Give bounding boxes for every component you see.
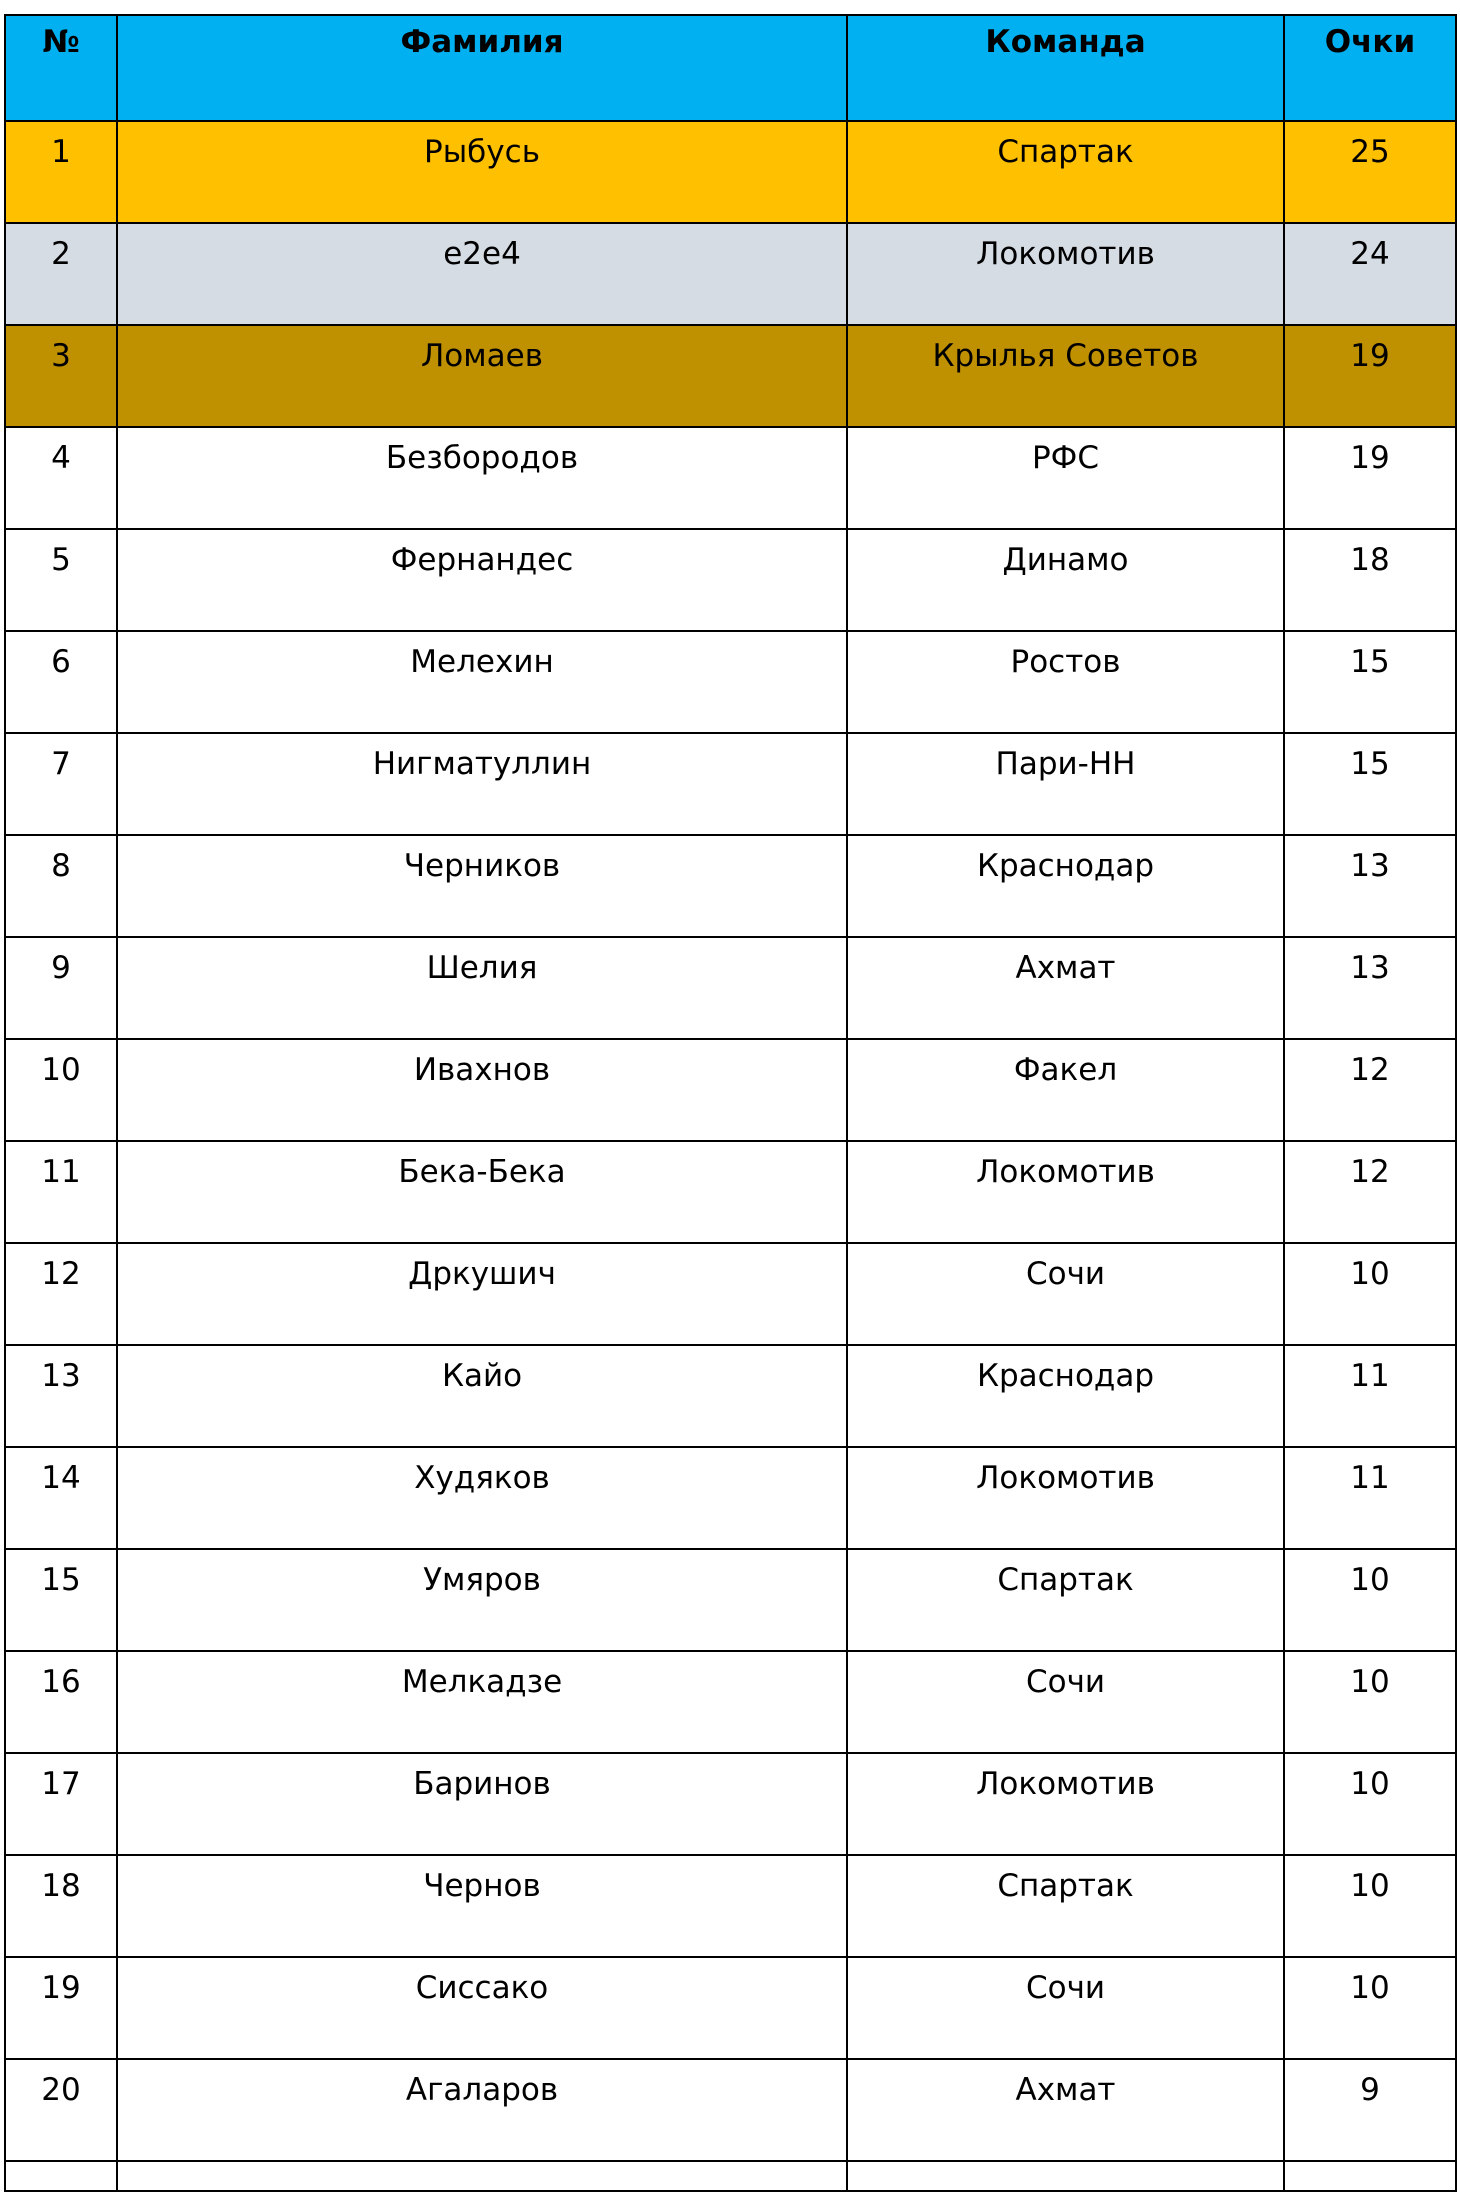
cell-name: Мелехин — [117, 631, 847, 733]
table-row — [5, 1753, 1456, 1855]
cell-points: 11 — [1284, 1447, 1456, 1549]
cell-points: 10 — [1284, 1957, 1456, 2059]
cell-num: 12 — [5, 1243, 117, 1345]
cell-name: Сиссако — [117, 1957, 847, 2059]
table-row — [5, 937, 1456, 1039]
cell-num: 18 — [5, 1855, 117, 1957]
table-row — [5, 1651, 1456, 1753]
cell-num: 2 — [5, 223, 117, 325]
cell-team: Динамо — [847, 529, 1284, 631]
table-row — [5, 733, 1456, 835]
table-row — [5, 2059, 1456, 2161]
cell-team: Локомотив — [847, 1447, 1284, 1549]
cell-points: 12 — [1284, 1039, 1456, 1141]
cell-name: Агаларов — [117, 2059, 847, 2161]
cell-points: 25 — [1284, 121, 1456, 223]
cell-team: Спартак — [847, 1549, 1284, 1651]
cell-points: 24 — [1284, 223, 1456, 325]
table-body — [5, 121, 1456, 2191]
cell-num: 1 — [5, 121, 117, 223]
cell-name: Рыбусь — [117, 121, 847, 223]
cell-team: Сочи — [847, 1651, 1284, 1753]
cell-num: 6 — [5, 631, 117, 733]
table-row — [5, 325, 1456, 427]
cell-num: 5 — [5, 529, 117, 631]
cell-team: Спартак — [847, 1855, 1284, 1957]
cell-team: Локомотив — [847, 1141, 1284, 1243]
cell-team: Сочи — [847, 1957, 1284, 2059]
cell-empty — [847, 2161, 1284, 2191]
standings-table — [4, 14, 1457, 2192]
cell-num: 15 — [5, 1549, 117, 1651]
header-row — [5, 15, 1456, 121]
cell-points: 15 — [1284, 631, 1456, 733]
cell-team: Пари-НН — [847, 733, 1284, 835]
cell-num: 10 — [5, 1039, 117, 1141]
cell-team: Локомотив — [847, 1753, 1284, 1855]
cell-team: Ахмат — [847, 937, 1284, 1039]
cell-name: Ломаев — [117, 325, 847, 427]
cell-name: e2e4 — [117, 223, 847, 325]
table-row — [5, 1855, 1456, 1957]
cell-name: Кайо — [117, 1345, 847, 1447]
cell-empty — [117, 2161, 847, 2191]
cell-points: 10 — [1284, 1753, 1456, 1855]
cell-team: Сочи — [847, 1243, 1284, 1345]
cell-num: 7 — [5, 733, 117, 835]
table-row — [5, 427, 1456, 529]
header-team: Команда — [847, 15, 1284, 121]
cell-name: Худяков — [117, 1447, 847, 1549]
cell-name: Бека-Бека — [117, 1141, 847, 1243]
table-row — [5, 1039, 1456, 1141]
cell-name: Безбородов — [117, 427, 847, 529]
cell-name: Ивахнов — [117, 1039, 847, 1141]
table-row — [5, 835, 1456, 937]
cell-points: 19 — [1284, 427, 1456, 529]
cell-num: 13 — [5, 1345, 117, 1447]
cell-name: Черников — [117, 835, 847, 937]
cell-points: 15 — [1284, 733, 1456, 835]
cell-points: 11 — [1284, 1345, 1456, 1447]
cell-points: 19 — [1284, 325, 1456, 427]
table-row — [5, 631, 1456, 733]
table-row — [5, 1447, 1456, 1549]
header-num: № — [5, 15, 117, 121]
cell-team: Ахмат — [847, 2059, 1284, 2161]
cell-name: Нигматуллин — [117, 733, 847, 835]
table-row — [5, 529, 1456, 631]
table-row — [5, 223, 1456, 325]
table-row — [5, 1957, 1456, 2059]
cell-name: Умяров — [117, 1549, 847, 1651]
header-points: Очки — [1284, 15, 1456, 121]
table-row — [5, 1345, 1456, 1447]
cell-num: 9 — [5, 937, 117, 1039]
cell-team: Ростов — [847, 631, 1284, 733]
cell-points: 10 — [1284, 1243, 1456, 1345]
cell-points: 10 — [1284, 1651, 1456, 1753]
cell-points: 9 — [1284, 2059, 1456, 2161]
cell-team: Краснодар — [847, 1345, 1284, 1447]
cell-points: 10 — [1284, 1549, 1456, 1651]
cell-points: 13 — [1284, 835, 1456, 937]
cell-team: Факел — [847, 1039, 1284, 1141]
cell-name: Чернов — [117, 1855, 847, 1957]
cell-num: 8 — [5, 835, 117, 937]
cell-num: 16 — [5, 1651, 117, 1753]
cell-empty — [1284, 2161, 1456, 2191]
cell-name: Дркушич — [117, 1243, 847, 1345]
cell-num: 17 — [5, 1753, 117, 1855]
cell-team: РФС — [847, 427, 1284, 529]
cell-empty — [5, 2161, 117, 2191]
cell-num: 20 — [5, 2059, 117, 2161]
cell-points: 18 — [1284, 529, 1456, 631]
cell-num: 14 — [5, 1447, 117, 1549]
cell-num: 4 — [5, 427, 117, 529]
cell-num: 11 — [5, 1141, 117, 1243]
cell-team: Спартак — [847, 121, 1284, 223]
table-row — [5, 1141, 1456, 1243]
table-row-partial — [5, 2161, 1456, 2191]
table-row — [5, 1549, 1456, 1651]
cell-team: Локомотив — [847, 223, 1284, 325]
table-row — [5, 121, 1456, 223]
cell-num: 3 — [5, 325, 117, 427]
table-row — [5, 1243, 1456, 1345]
cell-name: Шелия — [117, 937, 847, 1039]
cell-points: 13 — [1284, 937, 1456, 1039]
cell-num: 19 — [5, 1957, 117, 2059]
cell-team: Краснодар — [847, 835, 1284, 937]
cell-name: Баринов — [117, 1753, 847, 1855]
cell-name: Фернандес — [117, 529, 847, 631]
header-name: Фамилия — [117, 15, 847, 121]
cell-points: 12 — [1284, 1141, 1456, 1243]
cell-points: 10 — [1284, 1855, 1456, 1957]
cell-team: Крылья Советов — [847, 325, 1284, 427]
cell-name: Мелкадзе — [117, 1651, 847, 1753]
